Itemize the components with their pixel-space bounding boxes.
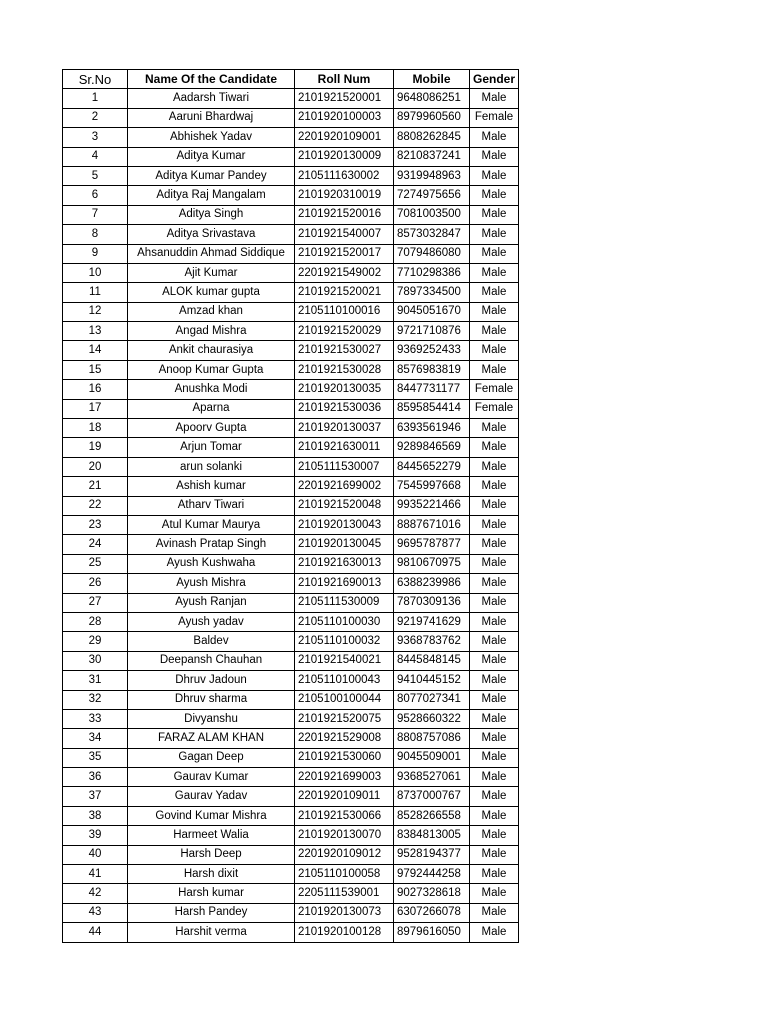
cell-mobile: 8573032847 xyxy=(394,225,470,244)
cell-candidate-name: Aditya Srivastava xyxy=(128,225,295,244)
table-row xyxy=(63,302,519,321)
cell-roll-num: 2101920130043 xyxy=(295,515,394,534)
cell-gender: Male xyxy=(470,360,519,379)
cell-mobile: 9368783762 xyxy=(394,632,470,651)
cell-srno: 41 xyxy=(63,865,128,884)
cell-mobile: 8445652279 xyxy=(394,457,470,476)
cell-roll-num: 2101921630011 xyxy=(295,438,394,457)
table-row xyxy=(63,651,519,670)
header-gender: Gender xyxy=(470,70,519,89)
cell-mobile: 7081003500 xyxy=(394,205,470,224)
cell-gender: Male xyxy=(470,729,519,748)
table-row xyxy=(63,554,519,573)
cell-roll-num: 2101921690013 xyxy=(295,574,394,593)
cell-srno: 10 xyxy=(63,263,128,282)
cell-srno: 3 xyxy=(63,128,128,147)
table-row xyxy=(63,263,519,282)
table-row xyxy=(63,147,519,166)
cell-candidate-name: Baldev xyxy=(128,632,295,651)
cell-roll-num: 2201921529008 xyxy=(295,729,394,748)
cell-roll-num: 2101921530028 xyxy=(295,360,394,379)
table-row xyxy=(63,632,519,651)
cell-candidate-name: Arjun Tomar xyxy=(128,438,295,457)
table-row xyxy=(63,496,519,515)
cell-candidate-name: Amzad khan xyxy=(128,302,295,321)
table-row xyxy=(63,690,519,709)
table-row xyxy=(63,419,519,438)
cell-srno: 22 xyxy=(63,496,128,515)
table-row xyxy=(63,477,519,496)
header-row xyxy=(63,70,519,89)
cell-gender: Female xyxy=(470,108,519,127)
cell-mobile: 8808757086 xyxy=(394,729,470,748)
header-roll: Roll Num xyxy=(295,70,394,89)
cell-mobile: 8979960560 xyxy=(394,108,470,127)
cell-roll-num: 2101920100003 xyxy=(295,108,394,127)
cell-srno: 39 xyxy=(63,826,128,845)
cell-candidate-name: Aditya Kumar Pandey xyxy=(128,166,295,185)
table-row xyxy=(63,768,519,787)
cell-srno: 19 xyxy=(63,438,128,457)
table-row xyxy=(63,128,519,147)
cell-srno: 28 xyxy=(63,612,128,631)
cell-mobile: 9810670975 xyxy=(394,554,470,573)
cell-candidate-name: Aadarsh Tiwari xyxy=(128,89,295,108)
cell-gender: Male xyxy=(470,632,519,651)
cell-mobile: 8808262845 xyxy=(394,128,470,147)
cell-roll-num: 2101920130070 xyxy=(295,826,394,845)
cell-srno: 30 xyxy=(63,651,128,670)
cell-candidate-name: arun solanki xyxy=(128,457,295,476)
cell-mobile: 9528660322 xyxy=(394,709,470,728)
cell-candidate-name: Anushka Modi xyxy=(128,380,295,399)
cell-mobile: 7710298386 xyxy=(394,263,470,282)
cell-gender: Male xyxy=(470,263,519,282)
cell-mobile: 9721710876 xyxy=(394,322,470,341)
cell-gender: Male xyxy=(470,826,519,845)
cell-roll-num: 2105110100030 xyxy=(295,612,394,631)
cell-candidate-name: FARAZ ALAM KHAN xyxy=(128,729,295,748)
cell-mobile: 7545997668 xyxy=(394,477,470,496)
cell-srno: 34 xyxy=(63,729,128,748)
cell-candidate-name: Ajit Kumar xyxy=(128,263,295,282)
cell-roll-num: 2101921520021 xyxy=(295,283,394,302)
header-name: Name Of the Candidate xyxy=(128,70,295,89)
cell-roll-num: 2105110100043 xyxy=(295,671,394,690)
cell-candidate-name: Ayush Ranjan xyxy=(128,593,295,612)
cell-gender: Male xyxy=(470,709,519,728)
table-row xyxy=(63,457,519,476)
cell-srno: 37 xyxy=(63,787,128,806)
cell-roll-num: 2205111539001 xyxy=(295,884,394,903)
cell-gender: Male xyxy=(470,186,519,205)
cell-srno: 33 xyxy=(63,709,128,728)
cell-roll-num: 2101921520075 xyxy=(295,709,394,728)
table-row xyxy=(63,380,519,399)
cell-gender: Male xyxy=(470,283,519,302)
cell-candidate-name: Aditya Singh xyxy=(128,205,295,224)
cell-gender: Male xyxy=(470,612,519,631)
cell-mobile: 9792444258 xyxy=(394,865,470,884)
cell-gender: Male xyxy=(470,923,519,942)
table-row xyxy=(63,341,519,360)
cell-gender: Male xyxy=(470,845,519,864)
cell-mobile: 8595854414 xyxy=(394,399,470,418)
cell-roll-num: 2101920310019 xyxy=(295,186,394,205)
cell-candidate-name: ALOK kumar gupta xyxy=(128,283,295,302)
cell-mobile: 6388239986 xyxy=(394,574,470,593)
table-row xyxy=(63,671,519,690)
cell-candidate-name: Ayush Mishra xyxy=(128,574,295,593)
cell-candidate-name: Ankit chaurasiya xyxy=(128,341,295,360)
cell-candidate-name: Ayush Kushwaha xyxy=(128,554,295,573)
cell-srno: 35 xyxy=(63,748,128,767)
table-row xyxy=(63,360,519,379)
cell-roll-num: 2201920109012 xyxy=(295,845,394,864)
header-mobile: Mobile xyxy=(394,70,470,89)
table-row xyxy=(63,535,519,554)
cell-mobile: 9410445152 xyxy=(394,671,470,690)
cell-mobile: 8447731177 xyxy=(394,380,470,399)
cell-gender: Male xyxy=(470,147,519,166)
cell-roll-num: 2101920130009 xyxy=(295,147,394,166)
cell-srno: 11 xyxy=(63,283,128,302)
cell-mobile: 9695787877 xyxy=(394,535,470,554)
cell-roll-num: 2101921530066 xyxy=(295,806,394,825)
cell-gender: Male xyxy=(470,89,519,108)
cell-roll-num: 2101921530036 xyxy=(295,399,394,418)
cell-candidate-name: Gagan Deep xyxy=(128,748,295,767)
table-row xyxy=(63,826,519,845)
cell-gender: Female xyxy=(470,399,519,418)
cell-srno: 29 xyxy=(63,632,128,651)
cell-candidate-name: Divyanshu xyxy=(128,709,295,728)
cell-mobile: 8979616050 xyxy=(394,923,470,942)
cell-roll-num: 2101921520001 xyxy=(295,89,394,108)
cell-roll-num: 2201921699002 xyxy=(295,477,394,496)
cell-gender: Male xyxy=(470,457,519,476)
cell-roll-num: 2105111530007 xyxy=(295,457,394,476)
cell-roll-num: 2105110100058 xyxy=(295,865,394,884)
cell-srno: 2 xyxy=(63,108,128,127)
cell-mobile: 9935221466 xyxy=(394,496,470,515)
cell-gender: Male xyxy=(470,496,519,515)
cell-srno: 36 xyxy=(63,768,128,787)
cell-candidate-name: Harmeet Walia xyxy=(128,826,295,845)
table-row xyxy=(63,515,519,534)
header-srno: Sr.No xyxy=(63,70,128,89)
cell-roll-num: 2201921549002 xyxy=(295,263,394,282)
cell-candidate-name: Aditya Kumar xyxy=(128,147,295,166)
table-row xyxy=(63,574,519,593)
cell-mobile: 8210837241 xyxy=(394,147,470,166)
cell-mobile: 9648086251 xyxy=(394,89,470,108)
table-row xyxy=(63,884,519,903)
cell-srno: 13 xyxy=(63,322,128,341)
table-row xyxy=(63,186,519,205)
cell-gender: Male xyxy=(470,554,519,573)
cell-srno: 40 xyxy=(63,845,128,864)
cell-gender: Male xyxy=(470,166,519,185)
cell-gender: Male xyxy=(470,593,519,612)
cell-srno: 32 xyxy=(63,690,128,709)
cell-candidate-name: Ahsanuddin Ahmad Siddique xyxy=(128,244,295,263)
cell-srno: 16 xyxy=(63,380,128,399)
cell-candidate-name: Govind Kumar Mishra xyxy=(128,806,295,825)
cell-roll-num: 2105110100032 xyxy=(295,632,394,651)
cell-mobile: 9045509001 xyxy=(394,748,470,767)
table-row xyxy=(63,903,519,922)
cell-candidate-name: Anoop Kumar Gupta xyxy=(128,360,295,379)
cell-srno: 6 xyxy=(63,186,128,205)
cell-mobile: 9319948963 xyxy=(394,166,470,185)
cell-gender: Female xyxy=(470,380,519,399)
cell-gender: Male xyxy=(470,884,519,903)
cell-candidate-name: Angad Mishra xyxy=(128,322,295,341)
cell-roll-num: 2101921520016 xyxy=(295,205,394,224)
cell-srno: 1 xyxy=(63,89,128,108)
cell-srno: 12 xyxy=(63,302,128,321)
cell-mobile: 8737000767 xyxy=(394,787,470,806)
cell-mobile: 7897334500 xyxy=(394,283,470,302)
cell-srno: 21 xyxy=(63,477,128,496)
cell-gender: Male xyxy=(470,865,519,884)
cell-mobile: 8384813005 xyxy=(394,826,470,845)
cell-candidate-name: Abhishek Yadav xyxy=(128,128,295,147)
cell-roll-num: 2101921540007 xyxy=(295,225,394,244)
table-row xyxy=(63,89,519,108)
cell-gender: Male xyxy=(470,341,519,360)
cell-roll-num: 2101921540021 xyxy=(295,651,394,670)
cell-srno: 7 xyxy=(63,205,128,224)
cell-gender: Male xyxy=(470,302,519,321)
cell-gender: Male xyxy=(470,225,519,244)
cell-srno: 14 xyxy=(63,341,128,360)
cell-candidate-name: Aditya Raj Mangalam xyxy=(128,186,295,205)
cell-candidate-name: Gaurav Kumar xyxy=(128,768,295,787)
cell-candidate-name: Gaurav Yadav xyxy=(128,787,295,806)
cell-gender: Male xyxy=(470,477,519,496)
cell-candidate-name: Ayush yadav xyxy=(128,612,295,631)
cell-candidate-name: Dhruv Jadoun xyxy=(128,671,295,690)
cell-srno: 43 xyxy=(63,903,128,922)
cell-gender: Male xyxy=(470,574,519,593)
table-row xyxy=(63,322,519,341)
cell-srno: 38 xyxy=(63,806,128,825)
cell-roll-num: 2105110100016 xyxy=(295,302,394,321)
cell-roll-num: 2201920109001 xyxy=(295,128,394,147)
cell-mobile: 6307266078 xyxy=(394,903,470,922)
cell-gender: Male xyxy=(470,671,519,690)
cell-roll-num: 2101920130073 xyxy=(295,903,394,922)
cell-roll-num: 2101920130045 xyxy=(295,535,394,554)
cell-gender: Male xyxy=(470,690,519,709)
cell-roll-num: 2201920109011 xyxy=(295,787,394,806)
cell-mobile: 7870309136 xyxy=(394,593,470,612)
cell-candidate-name: Harshit verma xyxy=(128,923,295,942)
cell-roll-num: 2101920100128 xyxy=(295,923,394,942)
cell-mobile: 9045051670 xyxy=(394,302,470,321)
cell-roll-num: 2101921520048 xyxy=(295,496,394,515)
cell-roll-num: 2105111530009 xyxy=(295,593,394,612)
table-body xyxy=(63,89,519,942)
cell-mobile: 8576983819 xyxy=(394,360,470,379)
table-row xyxy=(63,612,519,631)
cell-mobile: 7274975656 xyxy=(394,186,470,205)
table-row xyxy=(63,709,519,728)
cell-srno: 8 xyxy=(63,225,128,244)
cell-mobile: 9369252433 xyxy=(394,341,470,360)
cell-roll-num: 2101921520017 xyxy=(295,244,394,263)
candidate-table xyxy=(62,69,519,943)
cell-candidate-name: Harsh Pandey xyxy=(128,903,295,922)
cell-candidate-name: Dhruv sharma xyxy=(128,690,295,709)
cell-gender: Male xyxy=(470,438,519,457)
cell-mobile: 8445848145 xyxy=(394,651,470,670)
cell-srno: 26 xyxy=(63,574,128,593)
cell-mobile: 7079486080 xyxy=(394,244,470,263)
cell-gender: Male xyxy=(470,748,519,767)
cell-candidate-name: Atharv Tiwari xyxy=(128,496,295,515)
cell-gender: Male xyxy=(470,651,519,670)
table-row xyxy=(63,748,519,767)
table-row xyxy=(63,399,519,418)
cell-roll-num: 2101921520029 xyxy=(295,322,394,341)
table-row xyxy=(63,845,519,864)
cell-srno: 31 xyxy=(63,671,128,690)
cell-mobile: 9219741629 xyxy=(394,612,470,631)
cell-candidate-name: Ashish kumar xyxy=(128,477,295,496)
cell-candidate-name: Harsh Deep xyxy=(128,845,295,864)
cell-roll-num: 2105100100044 xyxy=(295,690,394,709)
cell-srno: 24 xyxy=(63,535,128,554)
cell-roll-num: 2101921530060 xyxy=(295,748,394,767)
cell-srno: 44 xyxy=(63,923,128,942)
table-row xyxy=(63,806,519,825)
table-row xyxy=(63,205,519,224)
cell-mobile: 8077027341 xyxy=(394,690,470,709)
cell-candidate-name: Atul Kumar Maurya xyxy=(128,515,295,534)
cell-gender: Male xyxy=(470,128,519,147)
cell-gender: Male xyxy=(470,419,519,438)
cell-candidate-name: Aaruni Bhardwaj xyxy=(128,108,295,127)
cell-mobile: 9528194377 xyxy=(394,845,470,864)
cell-srno: 27 xyxy=(63,593,128,612)
cell-srno: 25 xyxy=(63,554,128,573)
table-row xyxy=(63,923,519,942)
cell-srno: 5 xyxy=(63,166,128,185)
cell-srno: 4 xyxy=(63,147,128,166)
cell-gender: Male xyxy=(470,322,519,341)
table-row xyxy=(63,108,519,127)
cell-candidate-name: Aparna xyxy=(128,399,295,418)
table-row xyxy=(63,865,519,884)
table-row xyxy=(63,244,519,263)
cell-roll-num: 2101921630013 xyxy=(295,554,394,573)
table-row xyxy=(63,438,519,457)
cell-gender: Male xyxy=(470,205,519,224)
table-row xyxy=(63,225,519,244)
table-row xyxy=(63,729,519,748)
cell-roll-num: 2101921530027 xyxy=(295,341,394,360)
cell-srno: 17 xyxy=(63,399,128,418)
cell-mobile: 9368527061 xyxy=(394,768,470,787)
table-row xyxy=(63,166,519,185)
table-row xyxy=(63,283,519,302)
cell-gender: Male xyxy=(470,806,519,825)
cell-srno: 9 xyxy=(63,244,128,263)
cell-gender: Male xyxy=(470,244,519,263)
cell-gender: Male xyxy=(470,903,519,922)
table-row xyxy=(63,593,519,612)
cell-candidate-name: Harsh dixit xyxy=(128,865,295,884)
cell-srno: 23 xyxy=(63,515,128,534)
cell-candidate-name: Harsh kumar xyxy=(128,884,295,903)
cell-gender: Male xyxy=(470,768,519,787)
cell-mobile: 6393561946 xyxy=(394,419,470,438)
cell-srno: 20 xyxy=(63,457,128,476)
cell-gender: Male xyxy=(470,535,519,554)
cell-gender: Male xyxy=(470,787,519,806)
cell-mobile: 8528266558 xyxy=(394,806,470,825)
cell-roll-num: 2101920130037 xyxy=(295,419,394,438)
cell-srno: 15 xyxy=(63,360,128,379)
cell-roll-num: 2105111630002 xyxy=(295,166,394,185)
cell-mobile: 9027328618 xyxy=(394,884,470,903)
cell-candidate-name: Avinash Pratap Singh xyxy=(128,535,295,554)
cell-mobile: 9289846569 xyxy=(394,438,470,457)
cell-mobile: 8887671016 xyxy=(394,515,470,534)
table-row xyxy=(63,787,519,806)
cell-candidate-name: Deepansh Chauhan xyxy=(128,651,295,670)
cell-srno: 18 xyxy=(63,419,128,438)
cell-roll-num: 2101920130035 xyxy=(295,380,394,399)
cell-candidate-name: Apoorv Gupta xyxy=(128,419,295,438)
cell-roll-num: 2201921699003 xyxy=(295,768,394,787)
cell-srno: 42 xyxy=(63,884,128,903)
cell-gender: Male xyxy=(470,515,519,534)
